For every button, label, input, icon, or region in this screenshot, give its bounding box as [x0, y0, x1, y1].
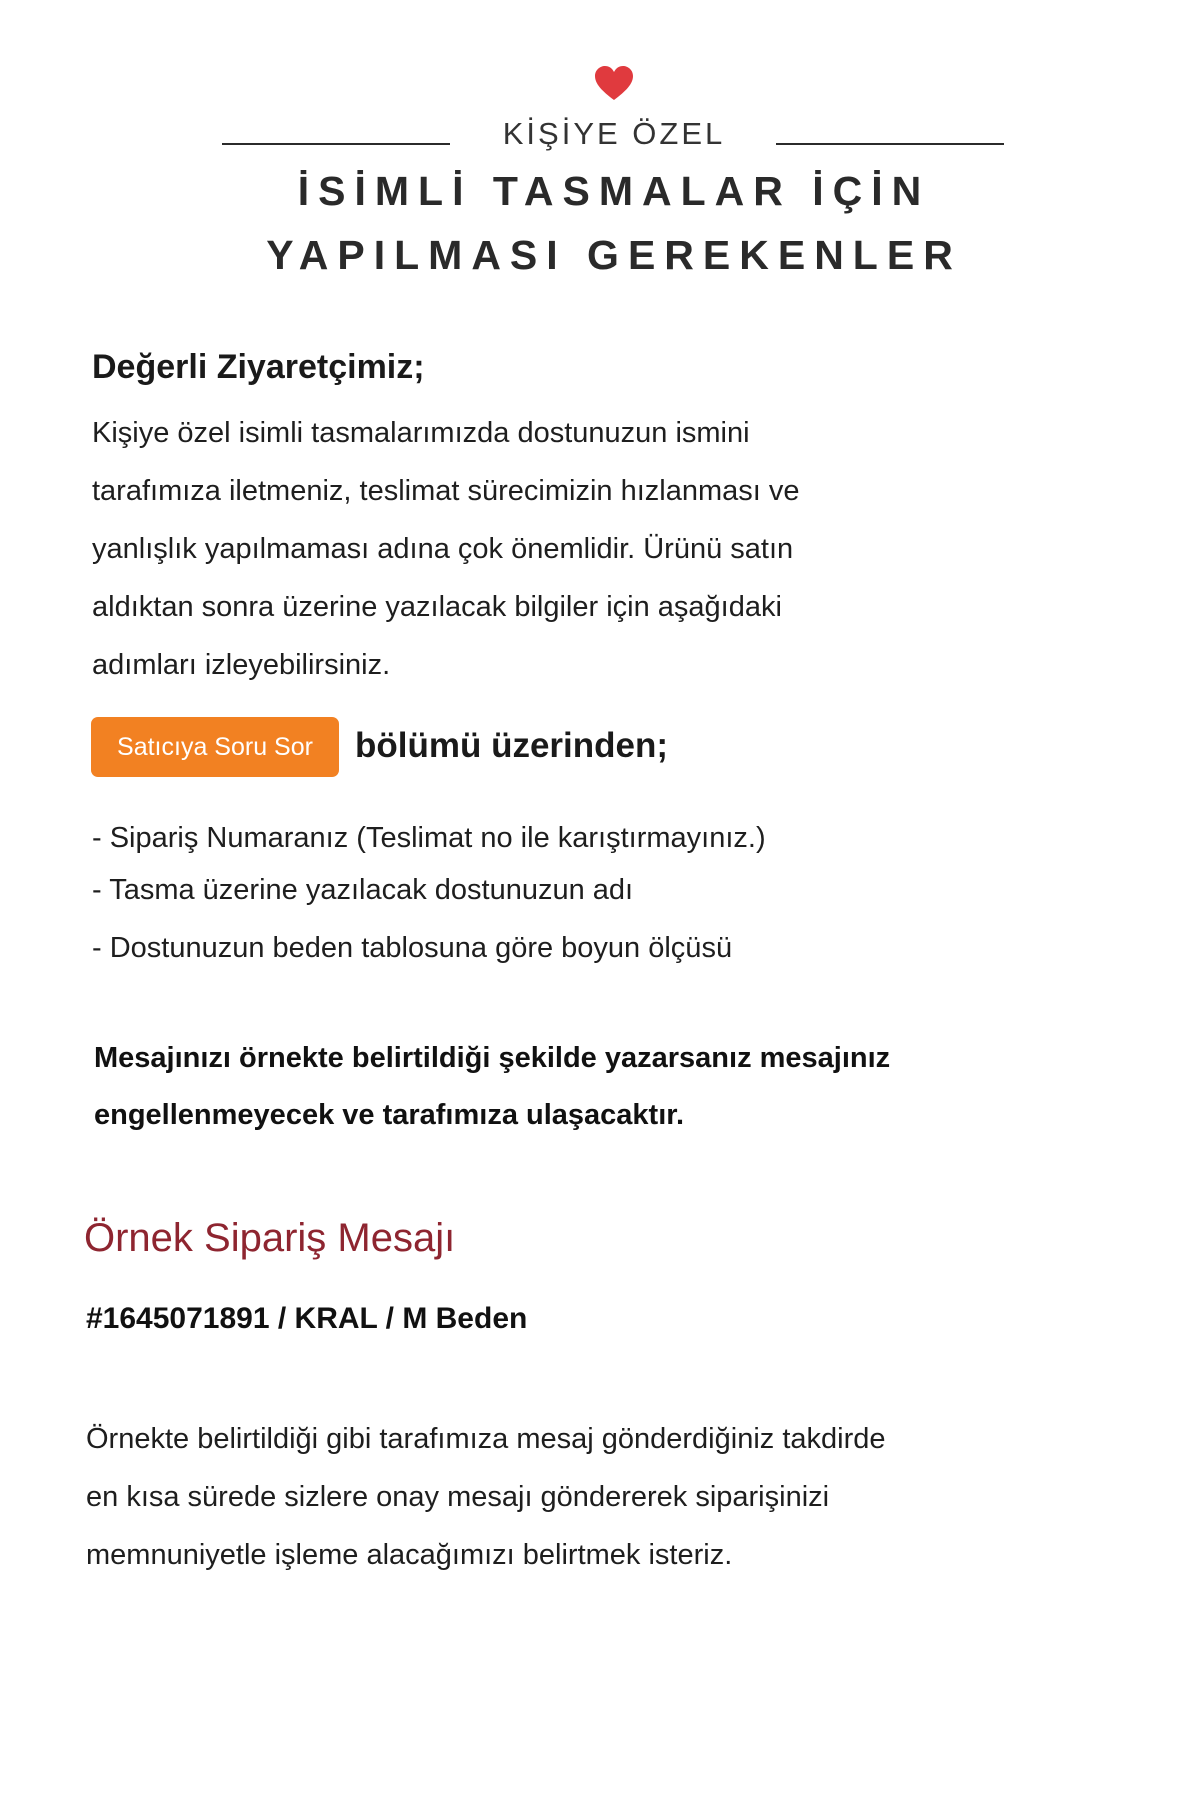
- page-title-line-1: İSİMLİ TASMALAR İÇİN: [297, 168, 931, 214]
- requirement-item: - Dostunuzun beden tablosuna göre boyun ölçüsü: [92, 932, 733, 964]
- outro-line: en kısa sürede sizlere onay mesajı göndererek siparişinizi: [86, 1481, 830, 1513]
- requirement-item: - Sipariş Numaranız (Teslimat no ile karıştırmayınız.): [92, 822, 766, 854]
- outro-line: memnuniyetle işleme alacağımızı belirtmek isteriz.: [86, 1539, 733, 1571]
- intro-line: Kişiye özel isimli tasmalarımızda dostunuzun ismini: [92, 417, 750, 449]
- outro-line: Örnekte belirtildiği gibi tarafımıza mesaj gönderdiğiniz takdirde: [86, 1423, 886, 1455]
- notice-line-2: engellenmeyecek ve tarafımıza ulaşacaktır.: [94, 1099, 685, 1131]
- intro-paragraph: [92, 404, 992, 694]
- intro-line: tarafımıza iletmeniz, teslimat sürecimizin hızlanması ve: [92, 475, 800, 507]
- example-title: Örnek Sipariş Mesajı: [84, 1216, 456, 1260]
- outro-paragraph: [86, 1410, 886, 1584]
- intro-line: yanlışlık yapılmaması adına çok önemlidir. Ürünü satın: [92, 533, 794, 565]
- greeting: Değerli Ziyaretçimiz;: [92, 348, 425, 386]
- example-message: #1645071891 / KRAL / M Beden: [86, 1302, 528, 1335]
- requirement-item: - Tasma üzerine yazılacak dostunuzun adı: [92, 874, 634, 906]
- intro-line: adımları izleyebilirsiniz.: [92, 649, 391, 681]
- notice-line-1: Mesajınızı örnekte belirtildiği şekilde yazarsanız mesajınız: [94, 1042, 891, 1074]
- ask-seller-button[interactable]: Satıcıya Soru Sor: [91, 717, 339, 777]
- header-kicker: KİŞİYE ÖZEL: [502, 116, 726, 151]
- page-title-line-2: YAPILMASI GEREKENLER: [266, 232, 962, 278]
- ask-seller-suffix: bölümü üzerinden;: [355, 726, 669, 765]
- heart-icon: [594, 66, 634, 102]
- intro-line: aldıktan sonra üzerine yazılacak bilgiler için aşağıdaki: [92, 591, 782, 623]
